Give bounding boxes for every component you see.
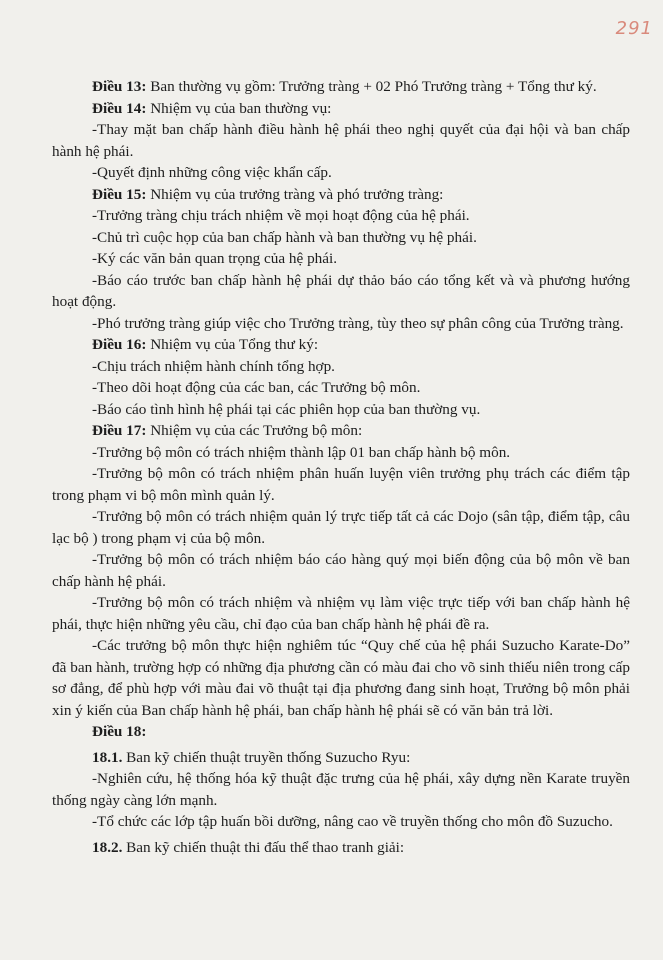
paragraph xyxy=(52,721,630,743)
paragraph xyxy=(52,420,630,442)
article-label: Điều 13: xyxy=(92,78,147,95)
paragraph-text: -Thay mặt ban chấp hành điều hành hệ phái theo nghị quyết của đại hội và ban chấp hành hệ phái. xyxy=(52,121,630,160)
paragraph xyxy=(52,592,630,635)
paragraph xyxy=(52,747,630,769)
paragraph xyxy=(52,313,630,335)
article-label: 18.2. xyxy=(92,838,123,856)
paragraph-text: -Trưởng bộ môn có trách nhiệm báo cáo hàng quý mọi biến động của bộ môn về ban chấp hành hệ phái. xyxy=(52,551,630,590)
paragraph-text: -Phó trưởng tràng giúp việc cho Trưởng tràng, tùy theo sự phân công của Trưởng tràng. xyxy=(92,314,624,332)
paragraph-text: -Báo cáo tình hình hệ phái tại các phiên họp của ban thường vụ. xyxy=(92,400,481,418)
paragraph-text: -Chủ trì cuộc họp của ban chấp hành và ban thường vụ hệ phái. xyxy=(92,228,477,246)
paragraph xyxy=(52,205,630,227)
paragraph xyxy=(52,549,630,592)
paragraph xyxy=(52,334,630,356)
paragraph xyxy=(52,768,630,811)
paragraph-text: Nhiệm vụ của ban thường vụ: xyxy=(146,99,332,117)
paragraph-text: Nhiệm vụ của trưởng tràng và phó trưởng tràng: xyxy=(146,185,444,203)
page-number: 291 xyxy=(615,18,653,39)
paragraph xyxy=(52,442,630,464)
paragraph-text: -Báo cáo trước ban chấp hành hệ phái dự thảo báo cáo tổng kết và và phương hướng hoạt động. xyxy=(52,271,630,310)
paragraph xyxy=(52,399,630,421)
paragraph-text: -Trưởng bộ môn có trách nhiệm phân huấn luyện viên trưởng phụ trách các điểm tập trong phạm vi bộ môn mình quản lý. xyxy=(52,465,630,504)
paragraph xyxy=(52,506,630,549)
paragraph-text: Nhiệm vụ của Tổng thư ký: xyxy=(146,336,319,353)
paragraph-text: Nhiệm vụ của các Trưởng bộ môn: xyxy=(146,422,363,439)
paragraph-text: Ban kỹ chiến thuật thi đấu thể thao tranh giải: xyxy=(122,838,405,856)
paragraph xyxy=(52,635,630,721)
paragraph-text: -Chịu trách nhiệm hành chính tổng hợp. xyxy=(92,357,335,375)
paragraph xyxy=(52,377,630,399)
paragraph xyxy=(52,356,630,378)
paragraph xyxy=(52,463,630,506)
paragraph xyxy=(52,227,630,249)
paragraph xyxy=(52,248,630,270)
article-label: Điều 15: xyxy=(92,185,147,203)
paragraph xyxy=(52,837,630,859)
paragraph-text: Ban kỹ chiến thuật truyền thống Suzucho Ryu: xyxy=(122,748,411,766)
paragraph-text: -Quyết định những công việc khẩn cấp. xyxy=(92,164,332,181)
paragraph xyxy=(52,76,630,98)
paragraph-text: -Ký các văn bản quan trọng của hệ phái. xyxy=(92,250,338,267)
paragraph xyxy=(52,98,630,120)
article-label: Điều 18: xyxy=(92,723,147,740)
paragraph xyxy=(52,811,630,833)
article-label: Điều 16: xyxy=(92,336,147,353)
article-label: Điều 14: xyxy=(92,99,147,117)
article-label: 18.1. xyxy=(92,748,123,766)
paragraph xyxy=(52,119,630,162)
paragraph-text: -Các trưởng bộ môn thực hiện nghiêm túc “Quy chế của hệ phái Suzucho Karate-Do” đã ban hành, trường hợp có những địa phương cần có màu đai cho võ sinh thiếu niên trong cấp sơ đẳng, để phù hợp với màu đai võ thuật tại địa phương đang sinh hoạt, Trưởng bộ môn phải xin ý kiến của Ban chấp hành hệ phái, ban chấp hành hệ phái sẽ có văn bản trả lời. xyxy=(52,637,630,719)
paragraph-text: -Trưởng tràng chịu trách nhiệm về mọi hoạt động của hệ phái. xyxy=(92,207,470,224)
document-body xyxy=(52,76,630,858)
paragraph-text: -Theo dõi hoạt động của các ban, các Trưởng bộ môn. xyxy=(92,379,421,396)
paragraph-text: -Trưởng bộ môn có trách nhiệm quản lý trực tiếp tất cả các Dojo (sân tập, điểm tập, câu lạc bộ ) trong phạm vị của bộ môn. xyxy=(52,508,630,547)
paragraph xyxy=(52,184,630,206)
paragraph-text: -Trưởng bộ môn có trách nhiệm thành lập 01 ban chấp hành bộ môn. xyxy=(92,443,511,461)
paragraph xyxy=(52,162,630,184)
paragraph-text: -Tổ chức các lớp tập huấn bồi dưỡng, nâng cao về truyền thống cho môn đồ Suzucho. xyxy=(92,813,613,830)
paragraph-text: -Trưởng bộ môn có trách nhiệm và nhiệm vụ làm việc trực tiếp với ban chấp hành hệ phái, thực hiện những yêu cầu, chỉ đạo của ban chấp hành hệ phái đề ra. xyxy=(52,594,630,633)
article-label: Điều 17: xyxy=(92,422,147,439)
paragraph xyxy=(52,270,630,313)
paragraph-text: Ban thường vụ gồm: Trưởng tràng + 02 Phó Trưởng tràng + Tổng thư ký. xyxy=(146,78,597,95)
paragraph-text: -Nghiên cứu, hệ thống hóa kỹ thuật đặc trưng của hệ phái, xây dựng nền Karate truyền thống ngày càng lớn mạnh. xyxy=(52,770,630,809)
